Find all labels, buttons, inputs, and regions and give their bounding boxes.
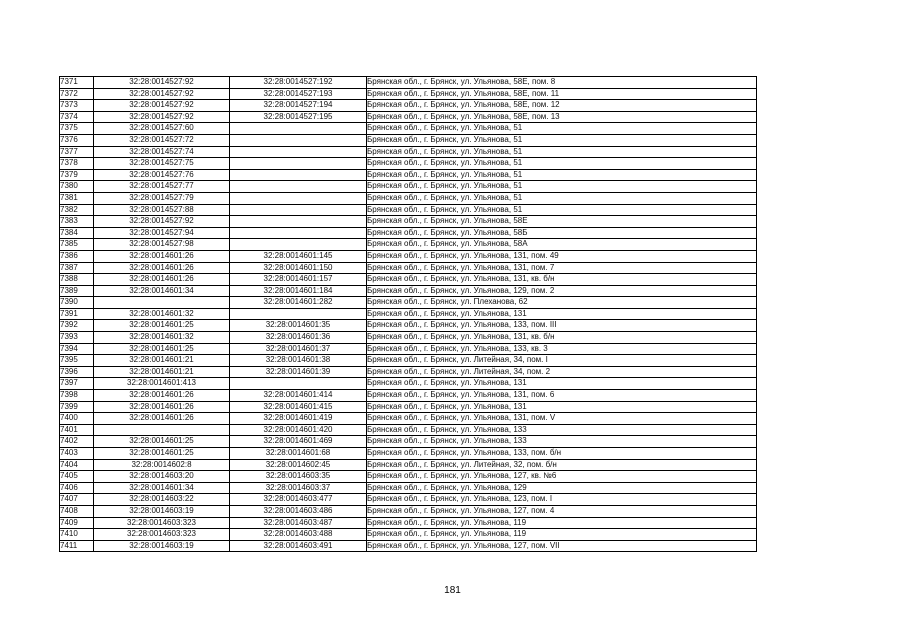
row-number-cell: 7390 [60,297,94,309]
cadastral-number-cell: 32:28:0014601:150 [230,262,367,274]
cadastral-number-cell: 32:28:0014603:486 [230,505,367,517]
table-row [60,413,757,425]
table-row [60,227,757,239]
address-cell: Брянская обл., г. Брянск, ул. Ульянова, 51 [367,204,757,216]
cadastral-number-cell [230,169,367,181]
table-row [60,424,757,436]
table-row [60,332,757,344]
address-cell: Брянская обл., г. Брянск, ул. Ульянова, 131, пом. V [367,413,757,425]
row-number-cell: 7388 [60,274,94,286]
cadastral-parent-cell: 32:28:0014603:323 [94,529,230,541]
cadastral-number-cell: 32:28:0014601:282 [230,297,367,309]
row-number-cell: 7382 [60,204,94,216]
table-row [60,250,757,262]
table-row [60,355,757,367]
table-row [60,181,757,193]
table-row [60,459,757,471]
cadastral-parent-cell: 32:28:0014527:88 [94,204,230,216]
cadastral-parent-cell: 32:28:0014601:32 [94,332,230,344]
address-cell: Брянская обл., г. Брянск, ул. Ульянова, 127, пом. 4 [367,505,757,517]
table-row [60,366,757,378]
cadastral-number-cell: 32:28:0014527:195 [230,111,367,123]
address-cell: Брянская обл., г. Брянск, ул. Ульянова, 129, пом. 2 [367,285,757,297]
cadastral-number-cell: 32:28:0014603:37 [230,482,367,494]
address-cell: Брянская обл., г. Брянск, ул. Ульянова, 51 [367,146,757,158]
cadastral-parent-cell: 32:28:0014601:34 [94,482,230,494]
table-row [60,448,757,460]
cadastral-parent-cell: 32:28:0014527:60 [94,123,230,135]
row-number-cell: 7403 [60,448,94,460]
table-row [60,262,757,274]
cadastral-parent-cell: 32:28:0014601:25 [94,448,230,460]
cadastral-parent-cell: 32:28:0014603:323 [94,517,230,529]
address-cell: Брянская обл., г. Брянск, ул. Ульянова, 131 [367,308,757,320]
cadastral-number-cell [230,204,367,216]
row-number-cell: 7375 [60,123,94,135]
cadastral-parent-cell: 32:28:0014601:413 [94,378,230,390]
cadastral-parent-cell: 32:28:0014527:94 [94,227,230,239]
cadastral-parent-cell: 32:28:0014601:34 [94,285,230,297]
row-number-cell: 7400 [60,413,94,425]
row-number-cell: 7385 [60,239,94,251]
cadastral-table-container [59,76,757,552]
row-number-cell: 7398 [60,390,94,402]
cadastral-table [59,76,757,552]
cadastral-number-cell: 32:28:0014601:37 [230,343,367,355]
cadastral-number-cell [230,227,367,239]
row-number-cell: 7409 [60,517,94,529]
row-number-cell: 7408 [60,505,94,517]
table-row [60,134,757,146]
cadastral-parent-cell: 32:28:0014601:26 [94,250,230,262]
table-row [60,436,757,448]
address-cell: Брянская обл., г. Брянск, ул. Ульянова, 131, пом. 6 [367,390,757,402]
address-cell: Брянская обл., г. Брянск, ул. Ульянова, 133, кв. 3 [367,343,757,355]
address-cell: Брянская обл., г. Брянск, ул. Ульянова, 131, пом. 49 [367,250,757,262]
address-cell: Брянская обл., г. Брянск, ул. Ульянова, 119 [367,517,757,529]
table-row [60,100,757,112]
cadastral-parent-cell: 32:28:0014527:79 [94,192,230,204]
table-row [60,204,757,216]
table-row [60,494,757,506]
address-cell: Брянская обл., г. Брянск, ул. Ульянова, 119 [367,529,757,541]
row-number-cell: 7381 [60,192,94,204]
cadastral-number-cell: 32:28:0014601:39 [230,366,367,378]
cadastral-parent-cell: 32:28:0014601:26 [94,413,230,425]
table-row [60,239,757,251]
row-number-cell: 7383 [60,216,94,228]
cadastral-parent-cell: 32:28:0014527:74 [94,146,230,158]
cadastral-number-cell: 32:28:0014601:36 [230,332,367,344]
row-number-cell: 7404 [60,459,94,471]
address-cell: Брянская обл., г. Брянск, ул. Литейная, 34, пом. I [367,355,757,367]
cadastral-number-cell: 32:28:0014601:469 [230,436,367,448]
cadastral-parent-cell: 32:28:0014601:21 [94,366,230,378]
cadastral-number-cell: 32:28:0014601:184 [230,285,367,297]
address-cell: Брянская обл., г. Брянск, ул. Литейная, 34, пом. 2 [367,366,757,378]
cadastral-number-cell: 32:28:0014601:38 [230,355,367,367]
cadastral-number-cell [230,158,367,170]
cadastral-number-cell: 32:28:0014601:35 [230,320,367,332]
cadastral-number-cell: 32:28:0014601:157 [230,274,367,286]
page-number: 181 [444,585,461,596]
table-row [60,343,757,355]
cadastral-number-cell: 32:28:0014601:415 [230,401,367,413]
cadastral-parent-cell: 32:28:0014603:19 [94,540,230,552]
cadastral-parent-cell: 32:28:0014527:92 [94,100,230,112]
row-number-cell: 7392 [60,320,94,332]
cadastral-number-cell [230,181,367,193]
cadastral-parent-cell: 32:28:0014601:32 [94,308,230,320]
row-number-cell: 7394 [60,343,94,355]
row-number-cell: 7372 [60,88,94,100]
address-cell: Брянская обл., г. Брянск, ул. Ульянова, 133 [367,424,757,436]
cadastral-number-cell [230,146,367,158]
cadastral-number-cell: 32:28:0014603:491 [230,540,367,552]
row-number-cell: 7373 [60,100,94,112]
cadastral-number-cell: 32:28:0014603:35 [230,471,367,483]
cadastral-parent-cell: 32:28:0014527:72 [94,134,230,146]
cadastral-number-cell [230,123,367,135]
table-row [60,378,757,390]
address-cell: Брянская обл., г. Брянск, ул. Ульянова, 58Е, пом. 8 [367,77,757,89]
row-number-cell: 7395 [60,355,94,367]
row-number-cell: 7387 [60,262,94,274]
row-number-cell: 7374 [60,111,94,123]
address-cell: Брянская обл., г. Брянск, ул. Ульянова, 58Б [367,227,757,239]
address-cell: Брянская обл., г. Брянск, ул. Ульянова, 127, кв. №6 [367,471,757,483]
row-number-cell: 7377 [60,146,94,158]
table-row [60,517,757,529]
row-number-cell: 7405 [60,471,94,483]
cadastral-parent-cell: 32:28:0014527:92 [94,88,230,100]
row-number-cell: 7411 [60,540,94,552]
cadastral-number-cell: 32:28:0014527:192 [230,77,367,89]
cadastral-parent-cell [94,297,230,309]
table-row [60,505,757,517]
cadastral-number-cell [230,239,367,251]
cadastral-number-cell [230,134,367,146]
row-number-cell: 7379 [60,169,94,181]
row-number-cell: 7384 [60,227,94,239]
cadastral-parent-cell: 32:28:0014527:75 [94,158,230,170]
cadastral-parent-cell: 32:28:0014601:21 [94,355,230,367]
table-row [60,482,757,494]
address-cell: Брянская обл., г. Брянск, ул. Литейная, 32, пом. б/н [367,459,757,471]
cadastral-parent-cell: 32:28:0014601:25 [94,320,230,332]
table-row [60,123,757,135]
address-cell: Брянская обл., г. Брянск, ул. Ульянова, 131 [367,378,757,390]
cadastral-parent-cell: 32:28:0014601:26 [94,390,230,402]
address-cell: Брянская обл., г. Брянск, ул. Ульянова, 51 [367,192,757,204]
table-row [60,274,757,286]
cadastral-parent-cell: 32:28:0014601:26 [94,274,230,286]
row-number-cell: 7380 [60,181,94,193]
table-row [60,285,757,297]
address-cell: Брянская обл., г. Брянск, ул. Ульянова, 51 [367,123,757,135]
address-cell: Брянская обл., г. Брянск, ул. Ульянова, 51 [367,181,757,193]
cadastral-number-cell: 32:28:0014601:419 [230,413,367,425]
address-cell: Брянская обл., г. Брянск, ул. Плеханова, 62 [367,297,757,309]
cadastral-parent-cell: 32:28:0014527:76 [94,169,230,181]
cadastral-parent-cell: 32:28:0014601:26 [94,401,230,413]
row-number-cell: 7389 [60,285,94,297]
cadastral-number-cell: 32:28:0014603:488 [230,529,367,541]
cadastral-number-cell: 32:28:0014601:68 [230,448,367,460]
cadastral-number-cell [230,192,367,204]
cadastral-parent-cell: 32:28:0014527:98 [94,239,230,251]
address-cell: Брянская обл., г. Брянск, ул. Ульянова, 131, кв. б/н [367,332,757,344]
row-number-cell: 7393 [60,332,94,344]
address-cell: Брянская обл., г. Брянск, ул. Ульянова, 133, пом. III [367,320,757,332]
table-row [60,146,757,158]
address-cell: Брянская обл., г. Брянск, ул. Ульянова, 58Е, пом. 13 [367,111,757,123]
address-cell: Брянская обл., г. Брянск, ул. Ульянова, 133 [367,436,757,448]
cadastral-number-cell: 32:28:0014601:145 [230,250,367,262]
table-row [60,77,757,89]
row-number-cell: 7406 [60,482,94,494]
row-number-cell: 7396 [60,366,94,378]
address-cell: Брянская обл., г. Брянск, ул. Ульянова, 58Е, пом. 12 [367,100,757,112]
cadastral-number-cell [230,216,367,228]
cadastral-number-cell: 32:28:0014601:414 [230,390,367,402]
cadastral-parent-cell: 32:28:0014603:22 [94,494,230,506]
address-cell: Брянская обл., г. Брянск, ул. Ульянова, 131, кв. б/н [367,274,757,286]
address-cell: Брянская обл., г. Брянск, ул. Ульянова, 58Е, пом. 11 [367,88,757,100]
address-cell: Брянская обл., г. Брянск, ул. Ульянова, 133, пом. б/н [367,448,757,460]
cadastral-parent-cell: 32:28:0014601:25 [94,343,230,355]
table-row [60,88,757,100]
cadastral-parent-cell: 32:28:0014527:92 [94,216,230,228]
row-number-cell: 7386 [60,250,94,262]
cadastral-number-cell: 32:28:0014527:193 [230,88,367,100]
cadastral-number-cell [230,378,367,390]
cadastral-parent-cell: 32:28:0014527:92 [94,111,230,123]
cadastral-parent-cell: 32:28:0014603:19 [94,505,230,517]
address-cell: Брянская обл., г. Брянск, ул. Ульянова, 58Е [367,216,757,228]
table-row [60,216,757,228]
cadastral-parent-cell: 32:28:0014603:20 [94,471,230,483]
cadastral-parent-cell: 32:28:0014602:8 [94,459,230,471]
cadastral-parent-cell: 32:28:0014601:25 [94,436,230,448]
table-row [60,540,757,552]
cadastral-number-cell: 32:28:0014603:487 [230,517,367,529]
row-number-cell: 7376 [60,134,94,146]
cadastral-number-cell: 32:28:0014601:420 [230,424,367,436]
address-cell: Брянская обл., г. Брянск, ул. Ульянова, 51 [367,158,757,170]
cadastral-parent-cell: 32:28:0014527:92 [94,77,230,89]
cadastral-number-cell: 32:28:0014602:45 [230,459,367,471]
cadastral-parent-cell: 32:28:0014601:26 [94,262,230,274]
row-number-cell: 7391 [60,308,94,320]
table-row [60,401,757,413]
row-number-cell: 7371 [60,77,94,89]
row-number-cell: 7402 [60,436,94,448]
address-cell: Брянская обл., г. Брянск, ул. Ульянова, 131 [367,401,757,413]
row-number-cell: 7399 [60,401,94,413]
table-body [60,77,757,552]
address-cell: Брянская обл., г. Брянск, ул. Ульянова, 123, пом. I [367,494,757,506]
row-number-cell: 7397 [60,378,94,390]
row-number-cell: 7401 [60,424,94,436]
address-cell: Брянская обл., г. Брянск, ул. Ульянова, 127, пом. VII [367,540,757,552]
address-cell: Брянская обл., г. Брянск, ул. Ульянова, 51 [367,169,757,181]
table-row [60,297,757,309]
table-row [60,308,757,320]
cadastral-parent-cell: 32:28:0014527:77 [94,181,230,193]
row-number-cell: 7378 [60,158,94,170]
table-row [60,169,757,181]
address-cell: Брянская обл., г. Брянск, ул. Ульянова, 51 [367,134,757,146]
cadastral-number-cell: 32:28:0014603:477 [230,494,367,506]
row-number-cell: 7407 [60,494,94,506]
address-cell: Брянская обл., г. Брянск, ул. Ульянова, 58А [367,239,757,251]
table-row [60,471,757,483]
address-cell: Брянская обл., г. Брянск, ул. Ульянова, 129 [367,482,757,494]
table-row [60,111,757,123]
cadastral-number-cell [230,308,367,320]
table-row [60,320,757,332]
cadastral-number-cell: 32:28:0014527:194 [230,100,367,112]
table-row [60,529,757,541]
row-number-cell: 7410 [60,529,94,541]
table-row [60,158,757,170]
cadastral-parent-cell [94,424,230,436]
table-row [60,192,757,204]
address-cell: Брянская обл., г. Брянск, ул. Ульянова, 131, пом. 7 [367,262,757,274]
table-row [60,390,757,402]
